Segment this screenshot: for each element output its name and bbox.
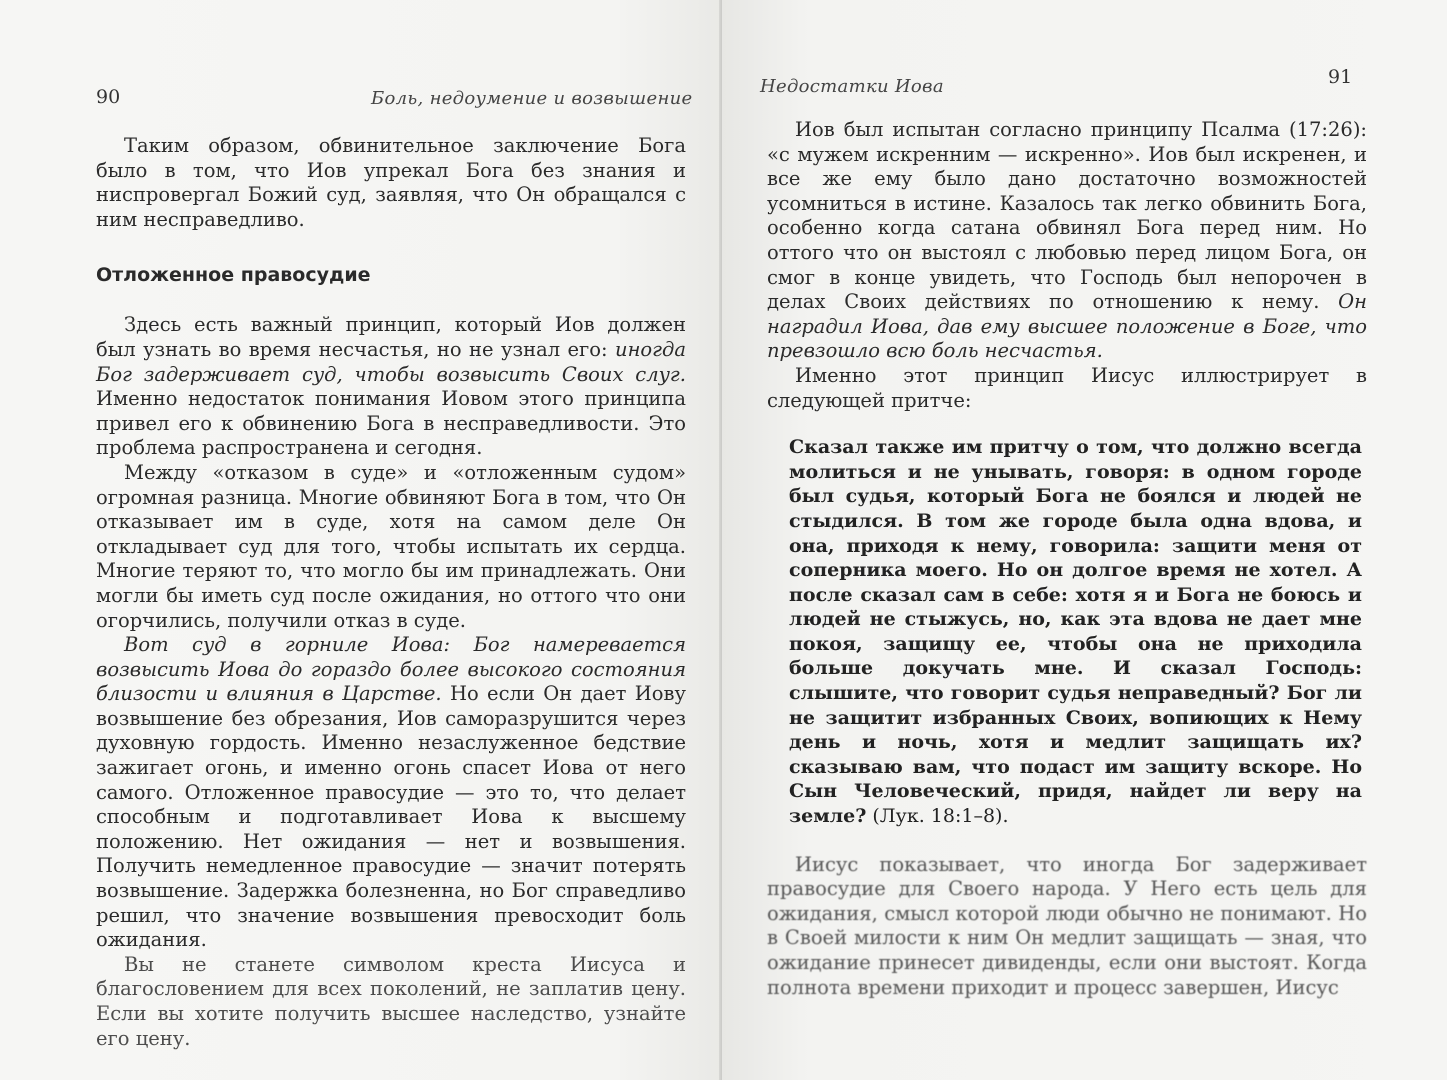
paragraph-text: Именно недостаток понимания Иовом этого принципа привел его к обвинению Бога в несправедливости. Это проблема распространена и сегодня. xyxy=(96,387,686,460)
running-head: Недостатки Иова xyxy=(760,76,944,97)
paragraph-text: Иов был испытан согласно принципу Псалма (17:26): «с мужем искренним — искренно». Иов был искренен, и все же ему было дано достаточно возможностей усомниться в истине. Казалось так легко обвинить Бога, особенно когда сатана обвинял Бога перед ним. Но оттого что он выстоял с любовью перед лицом Бога, он смог в конце увидеть, что Господь был непорочен в делах Своих действиях по отношению к нему. xyxy=(767,118,1367,314)
page-number: 91 xyxy=(1328,66,1353,88)
paragraph xyxy=(767,118,1367,364)
paragraph-text: Но если Он дает Иову возвышение без обрезания, Иов саморазрушится через духовную гордость. Именно незаслуженное бедствие зажигает огонь, и именно огонь спасет Иова от него самого. Отложенное правосудие — это то, что делает способным и подготавливает Иова к высшему положению. Нет ожидания — нет и возвышения. Получить немедленное правосудие — значит потерять возвышение. Задержка болезненна, но Бог справедливо решил, что значение возвышения превосходит боль ожидания. xyxy=(96,682,686,952)
running-head: Боль, недоумение и возвышение xyxy=(371,88,693,109)
left-column xyxy=(96,134,686,1051)
paragraph xyxy=(96,633,686,953)
page-number: 90 xyxy=(96,86,121,108)
italic-emphasis: Вот суд в горниле Иова: Бог намеревается возвысить Иова до гораздо более высокого состояния близости и влияния в Царстве. xyxy=(96,633,686,706)
paragraph xyxy=(96,313,686,461)
scripture-quote xyxy=(789,435,1362,829)
section-heading: Отложенное правосудие xyxy=(96,264,371,287)
paragraph-text: Здесь есть важный принцип, который Иов должен был узнать во время несчастья, но не узнал его: xyxy=(96,313,686,361)
italic-emphasis: иногда Бог задерживает суд, чтобы возвысить Своих слуг. xyxy=(96,337,686,386)
italic-emphasis: Он наградил Иова, дав ему высшее положение в Боге, что превзошло всю боль несчастья. xyxy=(767,290,1367,363)
left-page xyxy=(0,0,722,1080)
paragraph: Иисус показывает, что иногда Бог задерживает правосудие для Своего народа. У Него есть цель для ожидания, смысл которой люди обычно не понимают. Но в Своей милости к ним Он медлит защищать — зная, что ожидание принесет дивиденды, если они выстоят. Когда полнота времени приходит и процесс завершен, Иисус xyxy=(767,852,1367,999)
quote-text: Сказал также им притчу о том, что должно всегда молиться и не унывать, говоря: в одном городе был судья, который Бога не боялся и людей не стыдился. В том же городе была одна вдова, и она, приходя к нему, говорила: защити меня от соперника моего. Но он долгое время не хотел. А после сказал сам в себе: хотя я и Бога не боюсь и людей не стыжусь, но, как эта вдова не дает мне покоя, защищу ее, чтобы она не приходила больше докучать мне. И сказал Господь: слышите, что говорит судья неправедный? Бог ли не защитит избранных Своих, вопиющих к Нему день и ночь, хотя и медлит защищать их? сказываю вам, что подаст им защиту вскоре. Но Сын Человеческий, придя, найдет ли веру на земле? xyxy=(789,436,1362,828)
paragraph: Таким образом, обвинительное заключение Бога было в том, что Иов упрекал Бога без знания и ниспровергал Божий суд, заявляя, что Он обращался с ним несправедливо. xyxy=(96,134,686,231)
paragraph: Именно этот принцип Иисус иллюстрирует в следующей притче: xyxy=(767,363,1367,412)
right-column xyxy=(767,118,1367,1000)
paragraph: Вы не станете символом креста Иисуса и благословением для всех поколений, не заплатив цену. Если вы хотите получить высшее наследство, узнайте его цену. xyxy=(96,952,686,1050)
paragraph: Между «отказом в суде» и «отложенным судом» огромная разница. Многие обвиняют Бога в том, что Он отказывает им в суде, хотя на самом деле Он откладывает суд для того, чтобы испытать их сердца. Многие теряют то, что могло бы им принадлежать. Они могли бы иметь суд после ожидания, но оттого что они огорчились, получили отказ в суде. xyxy=(96,460,686,632)
right-page xyxy=(722,0,1447,1080)
quote-reference: (Лук. 18:1–8). xyxy=(866,805,1009,828)
